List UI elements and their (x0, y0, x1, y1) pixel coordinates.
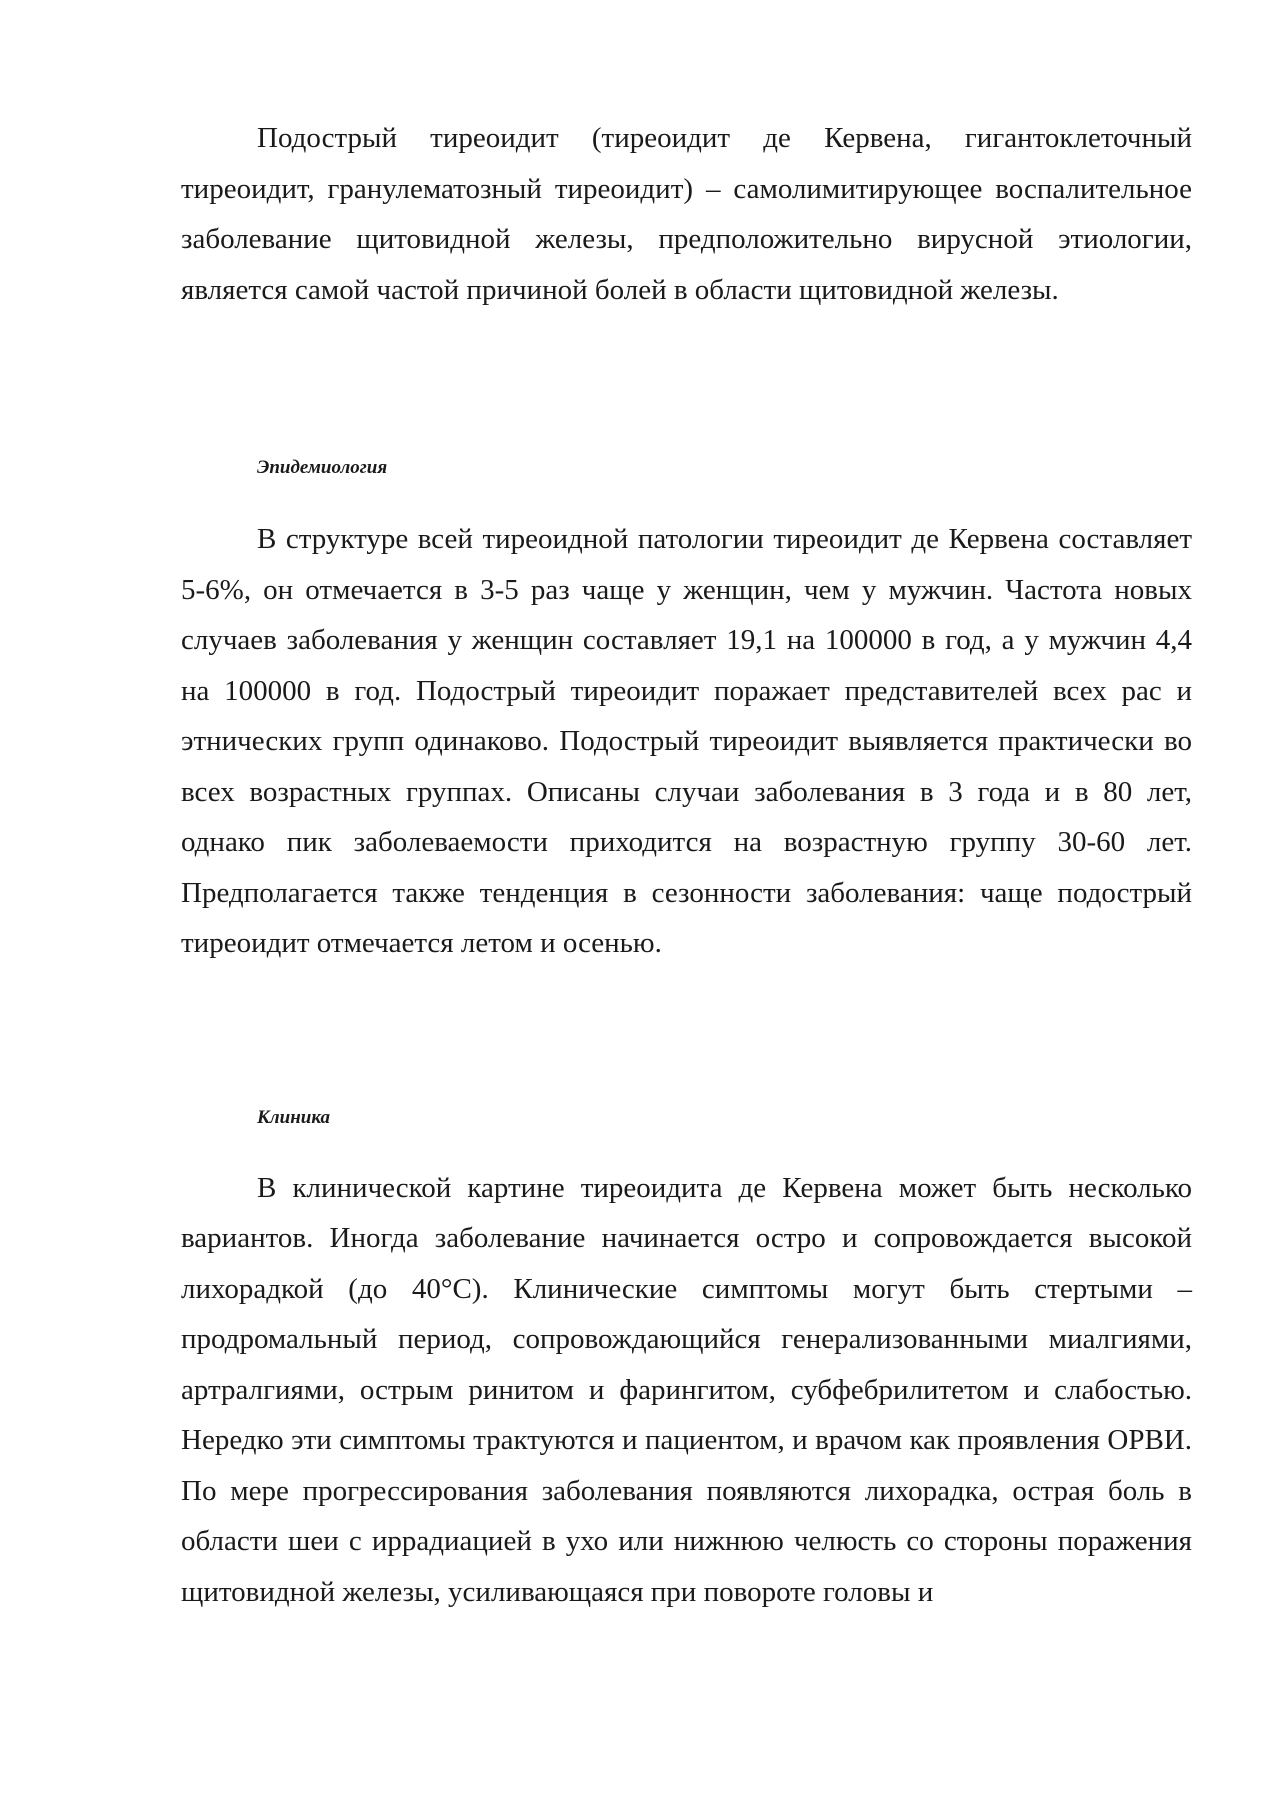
epidemiology-paragraph: В структуре всей тиреоидной патологии тиреоидит де Кервена составляет 5-6%, он отмечается в 3-5 раз чаще у женщин, чем у мужчин. Частота новых случаев заболевания у женщин составляет 19,1 на 100000 в год, а у мужчин 4,4 на 100000 в год. Подострый тиреоидит поражает представителей всех рас и этнических групп одинаково. Подострый тиреоидит выявляется практически во всех возрастных группах. Описаны случаи заболевания в 3 года и в 80 лет, однако пик заболеваемости приходится на возрастную группу 30-60 лет. Предполагается также тенденция в сезонности заболевания: чаще подострый тиреоидит отмечается летом и осенью. (181, 523, 1192, 959)
section-heading-clinic: Клиника (257, 1106, 330, 1128)
document-page (181, 113, 1192, 1617)
intro-paragraph: Подострый тиреоидит (тиреоидит де Кервена, гигантоклеточный тиреоидит, гранулематозный тиреоидит) – самолимитирующее воспалительное заболевание щитовидной железы, предположительно вирусной этиологии, является самой частой причиной болей в области щитовидной железы. (181, 122, 1192, 306)
section-heading-epidemiology: Эпидемиология (257, 457, 388, 478)
clinic-paragraph: В клинической картине тиреоидита де Кервена может быть несколько вариантов. Иногда заболевание начинается остро и сопровождается высокой лихорадкой (до 40°С). Клинические симптомы могут быть стертыми – продромальный период, сопровождающийся генерализованными миалгиями, артралгиями, острым ринитом и фарингитом, субфебрилитетом и слабостью. Нередко эти симптомы трактуются и пациентом, и врачом как проявления ОРВИ. По мере прогрессирования заболевания появляются лихорадка, острая боль в области шеи с иррадиацией в ухо или нижнюю челюсть со стороны поражения щитовидной железы, усиливающаяся при повороте головы и (181, 1171, 1192, 1608)
